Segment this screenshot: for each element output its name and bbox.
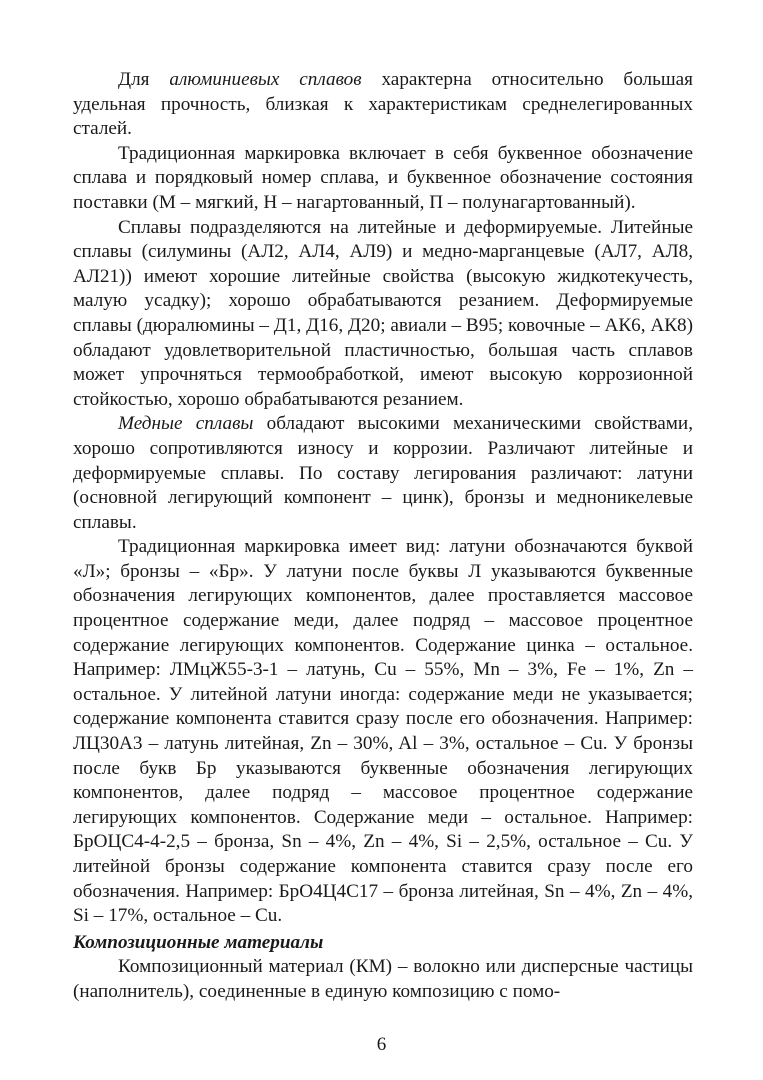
paragraph-composite-materials: Композиционный материал (КМ) – волокно или дисперсные частицы (наполнитель), соединенные в единую композицию с помо- — [73, 956, 693, 1002]
text-span: Традиционная маркировка имеет вид: латуни обозначаются буквой «Л»; бронзы – «Бр». У латуни после буквы Л указываются буквенные обозначения легирующих компонентов, далее проставляется массовое процентное содержание меди, далее подряд – массовое процентное содержание легирующих компонентов. Содержание цинка – остальное. Например: ЛМцЖ55-3-1 – латунь, Cu – 55%, Mn – 3%, Fe – 1%, Zn – остальное. У литейной латуни иногда: содержание меди не указывается; содержание компонента ставится сразу после его обозначения. Например: ЛЦ30А3 – латунь литейная, Zn – 30%, Al – 3%, остальное – Cu. У бронзы после букв Бр указываются буквенные обозначения легирующих компонентов, далее подряд – массовое процентное содержание легирующих компонентов. Содержание меди – остальное. Например: БрОЦС4-4-2,5 – бронза, Sn – 4%, Zn – 4%, Si – 2,5%, остальное – Cu. У литейной бронзы содержание компонента ставится сразу после его обозначения. Например: БрО4Ц4С17 – бронза литейная, Sn – 4%, Zn – 4%, Si – 17%, остальное – Cu. — [73, 536, 693, 927]
text-span: Сплавы подразделяются на литейные и деформируемые. Литейные сплавы (силумины (АЛ2, АЛ4, АЛ9) и медно-марганцевые (АЛ7, АЛ8, АЛ21)) имеют хорошие литейные свойства (высокую жидкотекучесть, малую усадку); хорошо обрабатываются резанием. Деформируемые сплавы (дюралюмины – Д1, Д16, Д20; авиали – В95; ковочные – АК6, АК8) обладают удовлетворительной пластичностью, большая часть сплавов может упрочняться термообработкой, имеют высокую коррозионной стойкостью, хорошо обрабатываются резанием. — [73, 216, 693, 410]
text-span: Для — [118, 69, 170, 90]
paragraph-aluminum-types — [73, 216, 693, 413]
page-number: 6 — [376, 1034, 387, 1055]
text-span: Традиционная маркировка включает в себя буквенное обозначение сплава и порядковый номер сплава, и буквенное обозначение состояния поставки (М – мягкий, Н – нагартованный, П – полунагартованный). — [73, 142, 693, 213]
section-heading: Композиционные материалы — [73, 931, 324, 953]
paragraph-aluminum-alloys — [73, 68, 693, 142]
paragraph-aluminum-marking — [73, 142, 693, 216]
italic-term: алюминиевых сплавов — [169, 69, 362, 90]
document-page — [73, 68, 693, 1005]
paragraph-copper-alloys — [73, 412, 693, 535]
text-span: обладают высокими механическими свойствами, хорошо сопротивляются износу и коррозии. Различают литейные и деформируемые сплавы. По составу легирования различают: латуни (основной легирующий компонент – цинк), бронзы и медноникелевые сплавы. — [73, 413, 693, 533]
text-span: характерна относительно большая удельная прочность, близкая к характеристикам среднелегированных сталей. — [73, 69, 693, 140]
italic-term: Медные сплавы — [118, 413, 254, 435]
paragraph-copper-marking — [73, 535, 693, 929]
